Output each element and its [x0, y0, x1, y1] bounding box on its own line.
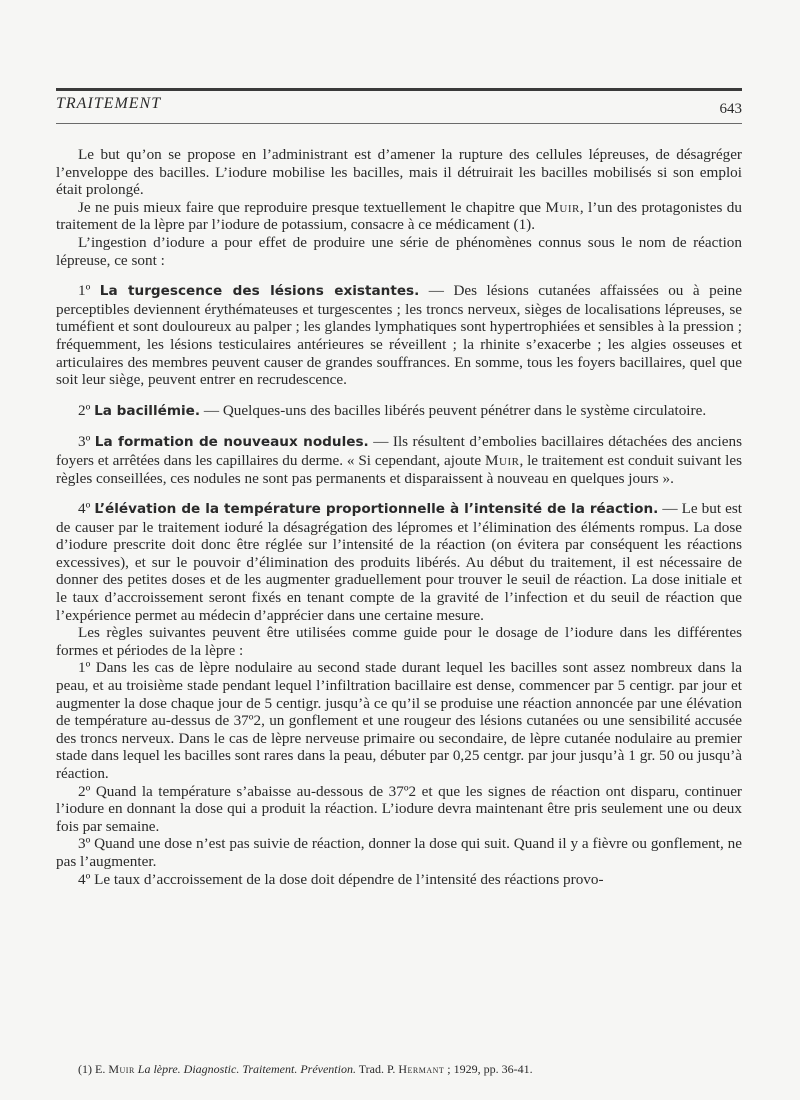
- section-turgescence: [56, 282, 742, 389]
- section-number: 4º: [78, 500, 95, 518]
- paragraph-muir-text-b: , l’un des protagonistes du traitement de la lèpre par l’iodure de potassium, consacre à ce médicament (1).: [56, 198, 742, 234]
- page-number: 643: [719, 101, 742, 117]
- section-text: — Le but est de causer par le traitement ioduré la désagrégation des lépromes et l’élimination des éléments rompus. La dose d’iodure prescrite doit donc être réglée sur l’intensité de la réaction (on évitera par conséquent les réactions excessives), et sur le pouvoir d’élimination des produits libérés. Au début du traitement, il est nécessaire de donner des petites doses et de les augmenter graduellement pour trouver le seuil de réaction. La dose initiale et le taux d’accroissement seront fixés en tenant compte de la gravité de l’infection et du seuil de réaction que l’expérience permet au médecin d’apprécier dans une certaine mesure.: [56, 500, 742, 624]
- running-head: [56, 95, 742, 121]
- footnote-trad: Trad. P.: [355, 1062, 399, 1076]
- paragraph-muir-text-a: Je ne puis mieux faire que reproduire presque textuellement le chapitre que: [78, 198, 546, 216]
- running-title: TRAITEMENT: [56, 95, 162, 112]
- section-heading: La turgescence des lésions existantes.: [99, 283, 420, 300]
- paragraph-intro: Le but qu’on se propose en l’administrant est d’amener la rupture des cellules lépreuses, de désagréger l’enveloppe des bacilles. L’iodure mobilise les bacilles, mais il détruirait les bacilles mobilisés si son emploi était prolongé.: [56, 146, 742, 199]
- section-heading: L’élévation de la température proportionnelle à l’intensité de la réaction.: [94, 501, 659, 518]
- section-temperature: [56, 500, 742, 624]
- paragraph-muir: [56, 199, 742, 234]
- section-text-a: — Ils résultent d’embolies bacillaires détachées des anciens foyers et arrêtées dans les capillaires du derme. « Si cependant, ajoute: [56, 433, 742, 469]
- body-text: [56, 146, 742, 888]
- section-text: — Des lésions cutanées affaissées ou à peine perceptibles deviennent érythémateuses et turgescentes ; les troncs nerveux, sièges de localisations lépreuses, se tuméfient et sont douloureux au palper ; les glandes lymphatiques sont hypertrophiées et sensibles à la pression ; fréquemment, les lésions testiculaires antérieures se réveillent ; la rhinite s’exacerbe ; les algies osseuses et articulaires des membres peuvent causer de grandes souffrances. En somme, tous les foyers bacillaires, quel que soit leur siège, peuvent entrer en recrudescence.: [56, 282, 742, 389]
- rule-1: 1º Dans les cas de lèpre nodulaire au second stade durant lequel les bacilles sont assez nombreux dans la peau, et au troisième stade pendant lequel l’infiltration bacillaire est dense, commencer par 5 centigr. par jour et augmenter la dose chaque jour de 5 centigr. jusqu’à ce qu’il se produise une réaction annoncée par une élévation de température au-dessus de 37º2, un gonflement et une rougeur des lésions cutanées ou une sensibilité accusée des troncs nerveux. Dans le cas de lèpre nerveuse primaire ou secondaire, de lèpre cutanée nodulaire au premier stade dans lequel les bacilles sont rares dans la peau, débuter par 0,25 centgr. par jour jusqu’à 1 gr. 50 ou jusqu’à réaction.: [56, 659, 742, 782]
- section-number: 3º: [78, 433, 95, 451]
- section-number: 2º: [78, 401, 95, 419]
- footnote-marker: (1) E.: [78, 1062, 109, 1076]
- footnote-rest: ; 1929, pp. 36-41.: [444, 1062, 533, 1076]
- paragraph-rules: Les règles suivantes peuvent être utilisées comme guide pour le dosage de l’iodure dans les différentes formes et périodes de la lèpre :: [56, 624, 742, 659]
- section-heading: La bacillémie.: [94, 402, 201, 419]
- author-name: Muir: [545, 198, 580, 216]
- section-text: — Quelques-uns des bacilles libérés peuvent pénétrer dans le système circulatoire.: [200, 401, 707, 419]
- rule-4: 4º Le taux d’accroissement de la dose doit dépendre de l’intensité des réactions provo-: [78, 870, 604, 888]
- section-text-b: , le traitement est conduit suivant les règles conseillées, ces nodules ne sont pas permanents et disparaissent à nouveau en quelques jours ».: [56, 451, 742, 487]
- header-rule: [56, 88, 742, 91]
- header-underline: [56, 123, 742, 124]
- rule-3: 3º Quand une dose n’est pas suivie de réaction, donner la dose qui suit. Quand il y a fièvre ou gonflement, ne pas l’augmenter.: [56, 835, 742, 870]
- section-bacillemie: [56, 402, 742, 421]
- section-heading: La formation de nouveaux nodules.: [94, 434, 369, 451]
- footnote-title: La lèpre. Diagnostic. Traitement. Prévention.: [137, 1062, 356, 1076]
- section-nodules: [56, 433, 742, 487]
- page: [56, 88, 742, 888]
- author-name: Muir: [485, 451, 520, 469]
- rule-2: 2º Quand la température s’abaisse au-dessous de 37º2 et que les signes de réaction ont disparu, continuer l’iodure en donnant la dose qui a produit la réaction. L’iodure devra maintenant être pris seulement une ou deux fois par semaine.: [56, 782, 742, 835]
- section-number: 1º: [78, 282, 100, 300]
- footnote: [56, 1062, 742, 1077]
- footnote-publisher: Hermant: [398, 1062, 445, 1076]
- paragraph-reaction: L’ingestion d’iodure a pour effet de produire une série de phénomènes connus sous le nom de réaction lépreuse, ce sont :: [56, 233, 742, 269]
- footnote-author: Muir: [108, 1062, 135, 1076]
